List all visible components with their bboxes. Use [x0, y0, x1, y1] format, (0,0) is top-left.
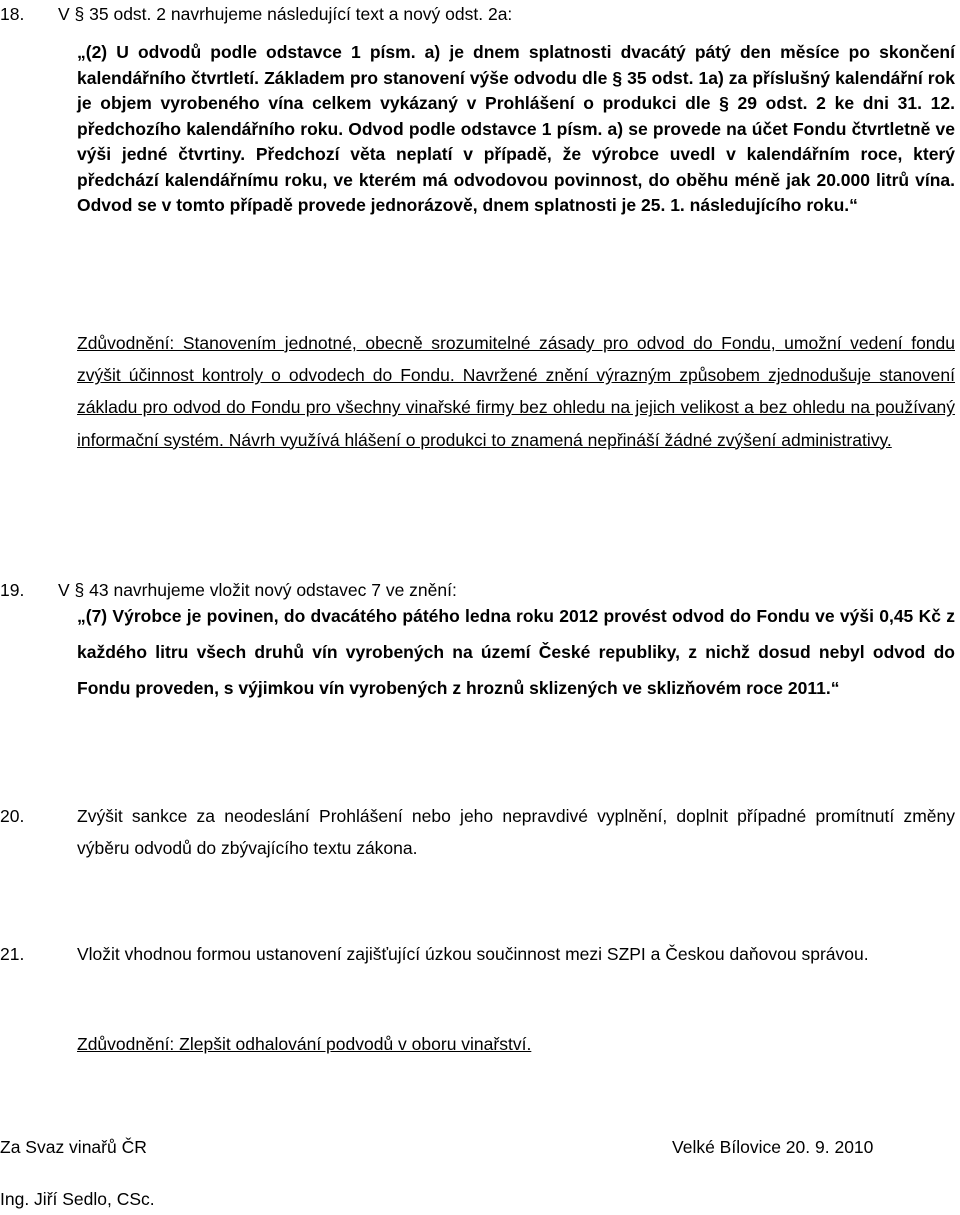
footer-organization: Za Svaz vinařů ČR: [0, 1137, 147, 1157]
item-18-intro: V § 35 odst. 2 navrhujeme následující text a nový odst. 2a:: [58, 4, 513, 24]
item-20-number: 20.: [0, 806, 25, 826]
item-18-reasoning: Zdůvodnění: Stanovením jednotné, obecně srozumitelné zásady pro odvod do Fondu, umožní vedení fondu zvýšit účinnost kontroly o odvodech do Fondu. Navržené znění výrazným způsobem zjednodušuje stanovení základu pro odvod do Fondu pro všechny vinařské firmy bez ohledu na jejich velikost a bez ohledu na používaný informační systém. Návrh využívá hlášení o produkci to znamená nepřináší žádné zvýšení administrativy.: [77, 333, 955, 450]
item-20-text: Zvýšit sankce za neodeslání Prohlášení nebo jeho nepravdivé vyplnění, doplnit případné promítnutí změny výběru odvodů do zbývajícího textu zákona.: [77, 806, 955, 859]
item-19-number: 19.: [0, 580, 25, 600]
item-18-number: 18.: [0, 4, 25, 24]
item-21-reasoning: Zdůvodnění: Zlepšit odhalování podvodů v oboru vinařství.: [77, 1034, 532, 1054]
footer-signatory: Ing. Jiří Sedlo, CSc.: [0, 1189, 155, 1209]
item-21-text: Vložit vhodnou formou ustanovení zajišťující úzkou součinnost mezi SZPI a Českou daňovou správou.: [77, 944, 869, 964]
item-18-proposed-text: „(2) U odvodů podle odstavce 1 písm. a) je dnem splatnosti dvacátý pátý den měsíce po skončení kalendářního čtvrtletí. Základem pro stanovení výše odvodu dle § 35 odst. 1a) za příslušný kalendářní rok je objem vyrobeného vína celkem vykázaný v Prohlášení o produkci dle § 29 odst. 2 ke dni 31. 12. předchozího kalendářního roku. Odvod podle odstavce 1 písm. a) se provede na účet Fondu čtvrtletně ve výši jedné čtvrtiny. Předchozí věta neplatí v případě, že výrobce uvedl v kalendářním roce, který předchází kalendářnímu roku, ve kterém má odvodovou povinnost, do oběhu méně jak 20.000 litrů vína. Odvod se v tomto případě provede jednorázově, dnem splatnosti je 25. 1. následujícího roku.“: [77, 42, 955, 215]
item-21-number: 21.: [0, 944, 25, 964]
footer-place-date: Velké Bílovice 20. 9. 2010: [672, 1137, 874, 1157]
item-19-proposed-text: „(7) Výrobce je povinen, do dvacátého pátého ledna roku 2012 provést odvod do Fondu ve výši 0,45 Kč z každého litru všech druhů vín vyrobených na území České republiky, z nichž dosud nebyl odvod do Fondu proveden, s výjimkou vín vyrobených z hroznů sklizených ve sklizňovém roce 2011.“: [77, 606, 955, 698]
item-19-intro: V § 43 navrhujeme vložit nový odstavec 7 ve znění:: [58, 580, 457, 600]
